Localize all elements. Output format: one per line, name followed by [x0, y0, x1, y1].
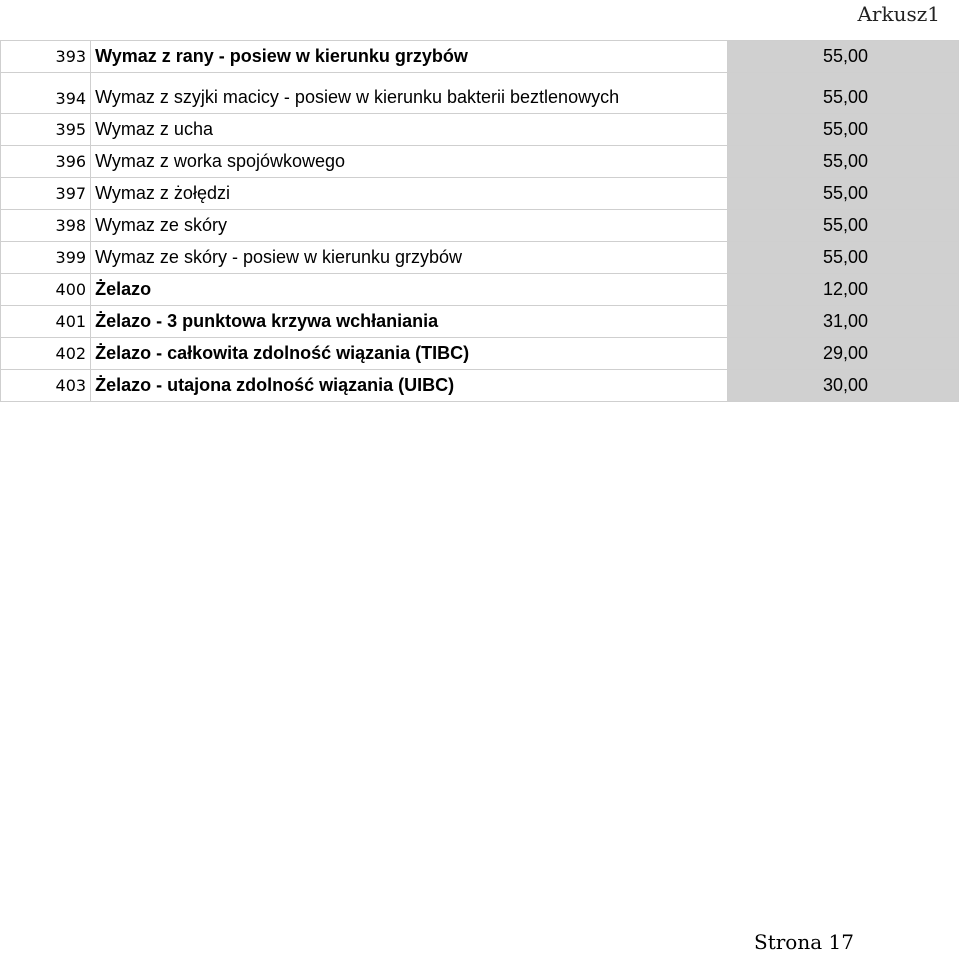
test-name: Wymaz z rany - posiew w kierunku grzybów [91, 41, 728, 73]
test-price: 55,00 [727, 41, 958, 73]
row-number: 395 [1, 114, 91, 146]
test-price: 55,00 [727, 114, 958, 146]
table-row [1, 73, 959, 114]
test-name: Wymaz z szyjki macicy - posiew w kierunku bakterii beztlenowych [91, 73, 728, 114]
table-row [1, 370, 959, 402]
table-row [1, 178, 959, 210]
table-row [1, 306, 959, 338]
table-row [1, 41, 959, 73]
test-name: Żelazo [91, 274, 728, 306]
row-number: 397 [1, 178, 91, 210]
row-number: 394 [1, 73, 91, 114]
row-number: 399 [1, 242, 91, 274]
test-name: Żelazo - utajona zdolność wiązania (UIBC) [91, 370, 728, 402]
test-price: 55,00 [727, 242, 958, 274]
row-number: 400 [1, 274, 91, 306]
test-price: 55,00 [727, 146, 958, 178]
row-number: 396 [1, 146, 91, 178]
test-price: 55,00 [727, 210, 958, 242]
test-price: 30,00 [727, 370, 958, 402]
test-price: 55,00 [727, 178, 958, 210]
price-table [0, 40, 959, 402]
test-name: Żelazo - 3 punktowa krzywa wchłaniania [91, 306, 728, 338]
row-number: 401 [1, 306, 91, 338]
test-name: Wymaz ze skóry [91, 210, 728, 242]
table-row [1, 114, 959, 146]
test-price: 31,00 [727, 306, 958, 338]
table-row [1, 210, 959, 242]
table-row [1, 242, 959, 274]
page-number: Strona 17 [754, 930, 854, 954]
test-name: Wymaz ze skóry - posiew w kierunku grzybów [91, 242, 728, 274]
test-name: Wymaz z ucha [91, 114, 728, 146]
table-row [1, 146, 959, 178]
test-name: Wymaz z worka spojówkowego [91, 146, 728, 178]
table-row [1, 338, 959, 370]
test-price: 12,00 [727, 274, 958, 306]
row-number: 402 [1, 338, 91, 370]
test-price: 29,00 [727, 338, 958, 370]
table-row [1, 274, 959, 306]
row-number: 393 [1, 41, 91, 73]
test-price: 55,00 [727, 73, 958, 114]
row-number: 398 [1, 210, 91, 242]
test-name: Żelazo - całkowita zdolność wiązania (TIBC) [91, 338, 728, 370]
sheet-title: Arkusz1 [857, 2, 940, 26]
test-name: Wymaz z żołędzi [91, 178, 728, 210]
row-number: 403 [1, 370, 91, 402]
